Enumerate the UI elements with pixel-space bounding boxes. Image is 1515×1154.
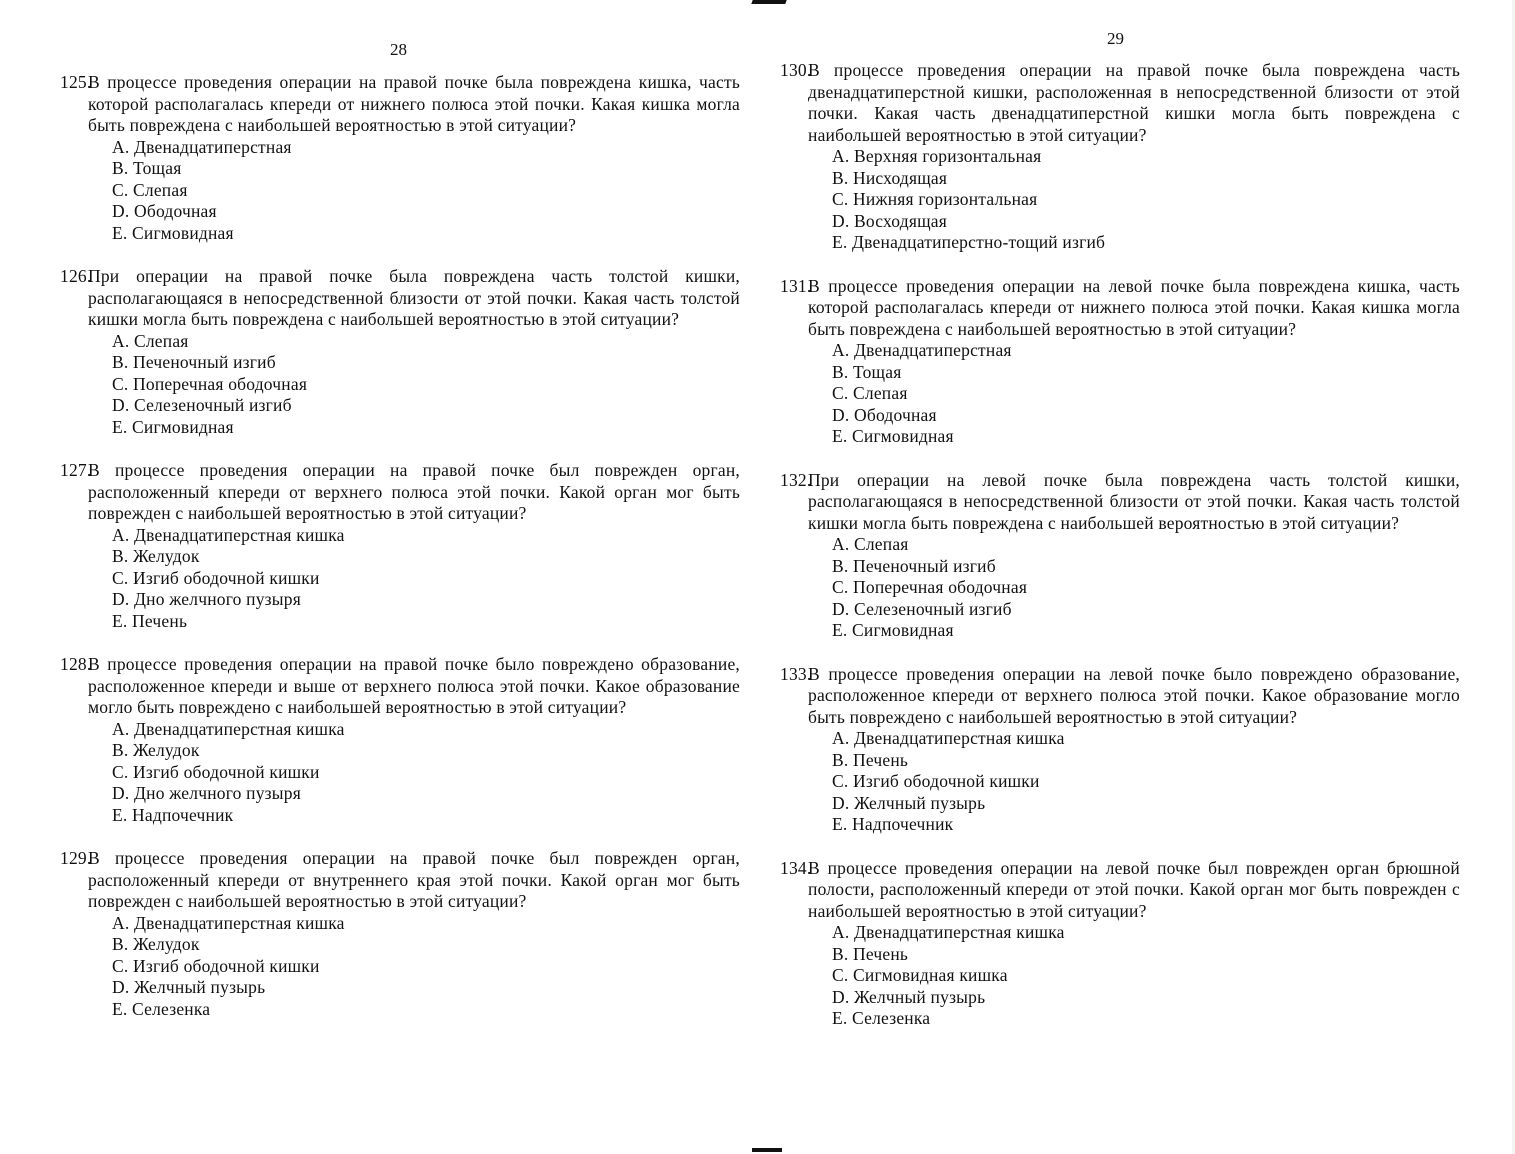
answer-option [60, 331, 740, 353]
answer-option [780, 211, 1460, 233]
answer-option [60, 546, 740, 568]
answer-option [780, 362, 1460, 384]
option-text: Двенадцатиперстная [134, 136, 292, 157]
option-text: Слепая [854, 534, 909, 554]
option-text: Нисходящая [853, 167, 948, 188]
option-text: Сигмовидная [852, 620, 954, 640]
answer-option [60, 977, 740, 999]
answer-option [60, 999, 740, 1021]
question-text: В процессе проведения операции на правой почке был поврежден орган, расположенный кпереди от верхнего полюса этой почки. Какой орган мог быть поврежден с наибольшей вероятностью в этой ситуации? [88, 460, 740, 523]
option-letter: C. [832, 577, 849, 597]
question-number: 128. [60, 654, 92, 674]
scan-mark-bottom [752, 1148, 782, 1152]
question-stem [60, 72, 740, 137]
option-text: Нижняя горизонтальная [853, 189, 1038, 209]
option-letter: A. [832, 340, 850, 360]
option-letter: E. [832, 814, 848, 834]
answer-options [780, 146, 1460, 254]
question-text: В процессе проведения операции на левой почке был поврежден орган брюшной полости, расположенный кпереди от этой почки. Какой орган мог быть поврежден с наибольшей вероятностью в этой ситуации? [808, 857, 1460, 921]
question-127 [60, 460, 740, 632]
option-text: Сигмовидная [132, 416, 234, 437]
option-text: Печень [853, 749, 909, 770]
option-letter: B. [112, 740, 129, 760]
answer-option [60, 417, 740, 439]
option-letter: C. [832, 189, 849, 209]
question-132 [780, 470, 1460, 642]
answer-option [780, 405, 1460, 427]
option-letter: D. [832, 210, 850, 231]
answer-option [60, 934, 740, 956]
answer-option [780, 620, 1460, 642]
option-letter: B. [112, 934, 129, 954]
option-text: Селезенка [132, 998, 211, 1019]
scan-mark-top [751, 0, 786, 4]
answer-option [780, 599, 1460, 621]
option-text: Селезеночный изгиб [134, 395, 292, 415]
option-text: Двенадцатиперстная кишка [134, 718, 345, 739]
answer-options [60, 913, 740, 1021]
option-letter: B. [112, 158, 129, 178]
question-text: В процессе проведения операции на левой почке было повреждено образование, расположенное кпереди от верхнего полюса этой почки. Какое образование могло быть повреждено с наибольшей вероятностью в этой ситуации? [808, 663, 1460, 727]
option-letter: D. [832, 986, 850, 1007]
question-text: В процессе проведения операции на правой почке был поврежден орган, расположенный кпереди от внутреннего края этой почки. Какой орган мог быть поврежден с наибольшей вероятностью в этой ситуации? [88, 848, 740, 911]
option-letter: B. [832, 361, 849, 382]
page-number: 28 [390, 40, 407, 59]
option-letter: A. [832, 146, 850, 166]
answer-option [60, 913, 740, 935]
question-number: 131. [780, 275, 812, 296]
option-letter: D. [832, 404, 850, 425]
question-number: 126. [60, 266, 92, 286]
option-letter: E. [832, 1008, 848, 1028]
option-text: Сигмовидная [132, 222, 234, 243]
answer-option [780, 987, 1460, 1009]
option-text: Изгиб ободочной кишки [133, 955, 320, 976]
question-stem [780, 858, 1460, 923]
option-text: Двенадцатиперстная кишка [854, 922, 1065, 942]
question-stem [780, 276, 1460, 341]
option-text: Изгиб ободочной кишки [133, 761, 320, 782]
question-text: В процессе проведения операции на правой почке была повреждена кишка, часть которой располагалась кпереди от нижнего полюса этой почки. Какая кишка могла быть повреждена с наибольшей вероятностью в этой ситуации? [88, 72, 740, 135]
option-letter: B. [112, 546, 129, 566]
answer-option [780, 965, 1460, 987]
question-text: При операции на правой почке была повреждена часть толстой кишки, располагающаяся в непосредственной близости от этой почки. Какая часть толстой кишки могла быть повреждена с наибольшей вероятностью в этой ситуации? [88, 266, 740, 329]
answer-option [780, 340, 1460, 362]
option-text: Печеночный изгиб [853, 555, 996, 576]
option-text: Двенадцатиперстно-тощий изгиб [852, 232, 1106, 252]
question-stem [60, 654, 740, 719]
question-number: 134. [780, 857, 812, 878]
answer-option [60, 201, 740, 223]
answer-option [780, 383, 1460, 405]
question-list [780, 60, 1460, 1052]
question-stem [60, 848, 740, 913]
answer-options [60, 525, 740, 633]
question-stem [780, 60, 1460, 146]
option-text: Желудок [133, 934, 200, 954]
answer-option [780, 944, 1460, 966]
answer-option [60, 180, 740, 202]
option-letter: A. [832, 534, 850, 554]
question-number: 129. [60, 848, 92, 868]
question-129 [60, 848, 740, 1020]
question-number: 127. [60, 460, 92, 480]
option-letter: E. [832, 426, 848, 446]
option-text: Изгиб ободочной кишки [133, 567, 320, 588]
answer-option [60, 740, 740, 762]
answer-option [60, 805, 740, 827]
option-text: Двенадцатиперстная кишка [134, 524, 345, 545]
question-128 [60, 654, 740, 826]
option-text: Надпочечник [852, 814, 954, 834]
option-text: Слепая [134, 330, 189, 351]
answer-options [780, 340, 1460, 448]
question-number: 130. [780, 60, 812, 80]
answer-option [60, 137, 740, 159]
question-133 [780, 664, 1460, 836]
option-text: Желчный пузырь [854, 792, 986, 813]
question-list [60, 72, 740, 1042]
option-letter: B. [832, 943, 849, 964]
option-letter: D. [112, 977, 130, 997]
question-text: В процессе проведения операции на правой почке было повреждено образование, расположенное кпереди и выше от верхнего полюса этой почки. Какое образование могло быть повреждено с наибольшей вероятностью в этой ситуации? [88, 654, 740, 717]
answer-option [780, 189, 1460, 211]
question-text: В процессе проведения операции на правой почке была повреждена часть двенадцатиперстной кишки, расположенная в непосредственной близости от этой почки. Какая часть двенадцатиперстной кишки могла быть повреждена с наибольшей вероятностью в этой ситуации? [808, 60, 1460, 145]
option-letter: E. [112, 222, 128, 243]
option-letter: C. [112, 761, 129, 782]
option-text: Печень [132, 610, 188, 631]
question-126 [60, 266, 740, 438]
answer-option [60, 589, 740, 611]
answer-option [60, 158, 740, 180]
question-134 [780, 858, 1460, 1030]
question-stem [60, 266, 740, 331]
option-letter: E. [832, 232, 848, 252]
question-125 [60, 72, 740, 244]
option-letter: C. [112, 955, 129, 976]
option-text: Селезеночный изгиб [854, 598, 1012, 619]
option-text: Дно желчного пузыря [134, 589, 301, 609]
option-letter: C. [112, 373, 129, 394]
answer-option [780, 922, 1460, 944]
option-letter: D. [112, 783, 130, 803]
answer-option [780, 1008, 1460, 1030]
option-text: Селезенка [852, 1008, 931, 1028]
question-131 [780, 276, 1460, 448]
answer-option [60, 223, 740, 245]
option-text: Ободочная [134, 201, 217, 221]
question-stem [60, 460, 740, 525]
answer-option [780, 146, 1460, 168]
option-text: Ободочная [854, 404, 937, 425]
option-letter: E. [112, 804, 128, 825]
question-text: В процессе проведения операции на левой почке была повреждена кишка, часть которой располагалась кпереди от нижнего полюса этой почки. Какая кишка могла быть повреждена с наибольшей вероятностью в этой ситуации? [808, 275, 1460, 339]
option-text: Изгиб ободочной кишки [853, 771, 1040, 791]
option-text: Желудок [133, 546, 200, 566]
option-letter: E. [832, 620, 848, 640]
answer-option [60, 525, 740, 547]
option-text: Поперечная ободочная [853, 577, 1028, 597]
answer-option [780, 750, 1460, 772]
question-text: При операции на левой почке была повреждена часть толстой кишки, располагающаяся в непосредственной близости от этой почки. Какая часть толстой кишки могла быть повреждена с наибольшей вероятностью в этой ситуации? [808, 469, 1460, 533]
answer-option [60, 568, 740, 590]
option-text: Слепая [853, 383, 908, 403]
option-text: Тощая [133, 158, 182, 178]
question-number: 132. [780, 469, 812, 490]
answer-option [60, 956, 740, 978]
option-letter: A. [112, 912, 130, 933]
answer-option [60, 374, 740, 396]
option-letter: A. [112, 718, 130, 739]
answer-option [60, 783, 740, 805]
option-text: Печень [853, 943, 909, 964]
option-letter: A. [112, 524, 130, 545]
answer-option [780, 793, 1460, 815]
option-letter: C. [832, 965, 849, 985]
answer-option [60, 395, 740, 417]
option-text: Дно желчного пузыря [134, 783, 301, 803]
question-stem [780, 664, 1460, 729]
answer-options [60, 331, 740, 439]
question-130 [780, 60, 1460, 254]
option-letter: C. [112, 567, 129, 588]
option-letter: E. [112, 610, 128, 631]
option-text: Двенадцатиперстная кишка [854, 728, 1065, 748]
answer-option [780, 728, 1460, 750]
option-letter: B. [832, 555, 849, 576]
option-letter: D. [832, 598, 850, 619]
option-letter: B. [832, 749, 849, 770]
page-number: 29 [1107, 29, 1124, 48]
option-text: Восходящая [854, 210, 947, 231]
question-number: 133. [780, 663, 812, 684]
option-letter: C. [112, 179, 129, 200]
option-text: Верхняя горизонтальная [854, 146, 1042, 166]
answer-option [60, 352, 740, 374]
option-text: Сигмовидная [852, 426, 954, 446]
answer-options [60, 137, 740, 245]
answer-options [780, 534, 1460, 642]
answer-options [780, 728, 1460, 836]
answer-option [780, 232, 1460, 254]
option-letter: D. [112, 589, 130, 609]
option-text: Печеночный изгиб [133, 352, 276, 372]
option-letter: B. [832, 167, 849, 188]
option-letter: D. [112, 201, 130, 221]
option-letter: E. [112, 416, 128, 437]
option-text: Желчный пузырь [854, 986, 986, 1007]
answer-option [780, 534, 1460, 556]
option-text: Надпочечник [132, 804, 234, 825]
option-letter: A. [832, 728, 850, 748]
answer-option [780, 426, 1460, 448]
option-text: Сигмовидная кишка [853, 965, 1008, 985]
option-letter: E. [112, 998, 128, 1019]
answer-option [780, 577, 1460, 599]
question-stem [780, 470, 1460, 535]
option-letter: A. [112, 330, 130, 351]
option-letter: D. [112, 395, 130, 415]
answer-option [780, 556, 1460, 578]
answer-options [60, 719, 740, 827]
option-text: Слепая [133, 179, 188, 200]
option-letter: C. [832, 771, 849, 791]
option-letter: B. [112, 352, 129, 372]
option-text: Поперечная ободочная [133, 373, 308, 394]
answer-options [780, 922, 1460, 1030]
answer-option [60, 762, 740, 784]
option-text: Желудок [133, 740, 200, 760]
answer-option [60, 719, 740, 741]
option-text: Желчный пузырь [134, 977, 266, 997]
option-text: Тощая [853, 361, 902, 382]
option-letter: A. [832, 922, 850, 942]
option-text: Двенадцатиперстная [854, 340, 1012, 360]
answer-option [60, 611, 740, 633]
answer-option [780, 771, 1460, 793]
option-letter: A. [112, 136, 130, 157]
option-letter: C. [832, 383, 849, 403]
answer-option [780, 814, 1460, 836]
option-text: Двенадцатиперстная кишка [134, 912, 345, 933]
answer-option [780, 168, 1460, 190]
question-number: 125. [60, 72, 92, 92]
option-letter: D. [832, 792, 850, 813]
